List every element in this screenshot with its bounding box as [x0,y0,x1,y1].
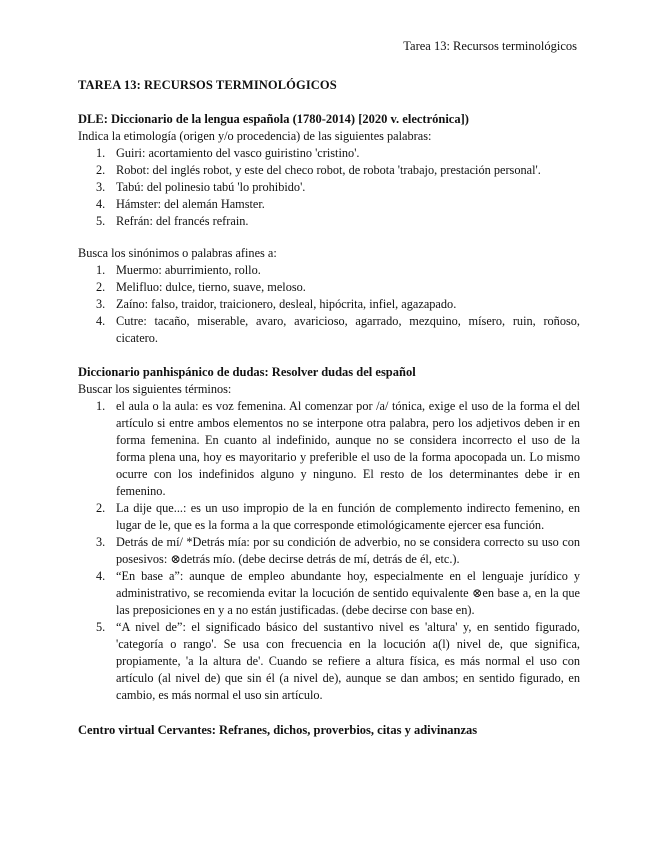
list-item-text: “En base a”: aunque de empleo abundante hoy, especialmente en el lenguaje jurídico y administrativo, se recomienda evitar la locución de sentido equivalente ⊗en base a, en la que las preposiciones en y a no están justificadas. (debe decirse con base en). [116,569,580,617]
list-item [78,619,580,704]
list-item-text: el aula o la aula: es voz femenina. Al comenzar por /a/ tónica, exige el uso de la forma el del artículo si entre ambos elementos no se interpone otra palabra, pero los adjetivos deben ir en forma femenina. En cuanto al indefinido, aunque no se considera incorrecto el uso de la forma plena una, hoy es mayoritario y preferible el uso de la forma apocopada un. Lo mismo ocurre con los indefinidos alguno y ninguno. El resto de los determinantes debe ir en femenino. [116,399,580,498]
list-number: 3. [96,535,106,549]
list-number: 2. [96,163,106,177]
list-number: 2. [96,501,106,515]
list-item-text: Hámster: del alemán Hamster. [116,197,265,211]
synonyms-list [78,262,580,347]
list-item [78,196,580,213]
list-item [78,568,580,619]
synonyms-intro: Busca los sinónimos o palabras afines a: [78,246,277,260]
dle-heading: DLE: Diccionario de la lengua española (1780-2014) [2020 v. electrónica]) [78,112,469,126]
list-item [78,500,580,534]
dpd-list [78,398,580,704]
list-item-text: “A nivel de”: el significado básico del sustantivo nivel es 'altura' y, en sentido figurado, 'categoría o rango'. Se usa con frecuencia en la locución a(l) nivel de, que significa, propiamente, 'a la altura de'. Cuando se refiere a altura física, es más normal el uso con artículo (al nivel de) que sin él (a nivel de), aunque se dan ambos; en sentido figurado, en cambio, es más normal el uso sin artículo. [116,620,580,702]
list-item-text: Detrás de mí/ *Detrás mía: por su condición de adverbio, no se considera correcto su uso con posesivos: ⊗detrás mío. (debe decirse detrás de mí, detrás de él, etc.). [116,535,580,566]
dpd-intro: Buscar los siguientes términos: [78,382,232,396]
list-number: 4. [96,314,106,328]
cvc-heading: Centro virtual Cervantes: Refranes, dichos, proverbios, citas y adivinanzas [78,723,478,737]
cvc-section [78,722,580,739]
list-item [78,179,580,196]
synonyms-section [78,245,580,347]
list-number: 1. [96,399,106,413]
list-item-text: Cutre: tacaño, miserable, avaro, avaricioso, agarrado, mezquino, mísero, ruin, roñoso, cicatero. [116,314,580,345]
dle-section [78,111,580,230]
list-item [78,534,580,568]
list-item [78,398,580,500]
list-number: 3. [96,297,106,311]
document-title: TAREA 13: RECURSOS TERMINOLÓGICOS [78,78,337,92]
dle-intro: Indica la etimología (origen y/o procedencia) de las siguientes palabras: [78,129,432,143]
etymology-list [78,145,580,230]
list-item [78,279,580,296]
list-number: 5. [96,214,106,228]
list-item-text: Guiri: acortamiento del vasco guiristino 'cristino'. [116,146,360,160]
dpd-heading: Diccionario panhispánico de dudas: Resolver dudas del español [78,365,416,379]
list-number: 4. [96,569,106,583]
dpd-section [78,364,580,704]
list-item [78,313,580,347]
list-item [78,213,580,230]
list-item-text: Zaíno: falso, traidor, traicionero, desleal, hipócrita, infiel, agazapado. [116,297,457,311]
list-item [78,262,580,279]
list-item-text: Refrán: del francés refrain. [116,214,249,228]
list-number: 4. [96,197,106,211]
list-number: 2. [96,280,106,294]
list-item-text: Muermo: aburrimiento, rollo. [116,263,261,277]
list-item-text: Melifluo: dulce, tierno, suave, meloso. [116,280,306,294]
list-number: 1. [96,146,106,160]
list-number: 3. [96,180,106,194]
list-item [78,296,580,313]
running-header: Tarea 13: Recursos terminológicos [403,39,577,53]
list-number: 5. [96,620,106,634]
list-item-text: La dije que...: es un uso impropio de la en función de complemento indirecto femenino, en lugar de le, que es la forma a la que corresponde etimológicamente ejercer esa función. [116,501,580,532]
list-item-text: Robot: del inglés robot, y este del checo robot, de robota 'trabajo, prestación personal'. [116,163,541,177]
list-item [78,145,580,162]
list-item-text: Tabú: del polinesio tabú 'lo prohibido'. [116,180,306,194]
list-item [78,162,580,179]
list-number: 1. [96,263,106,277]
